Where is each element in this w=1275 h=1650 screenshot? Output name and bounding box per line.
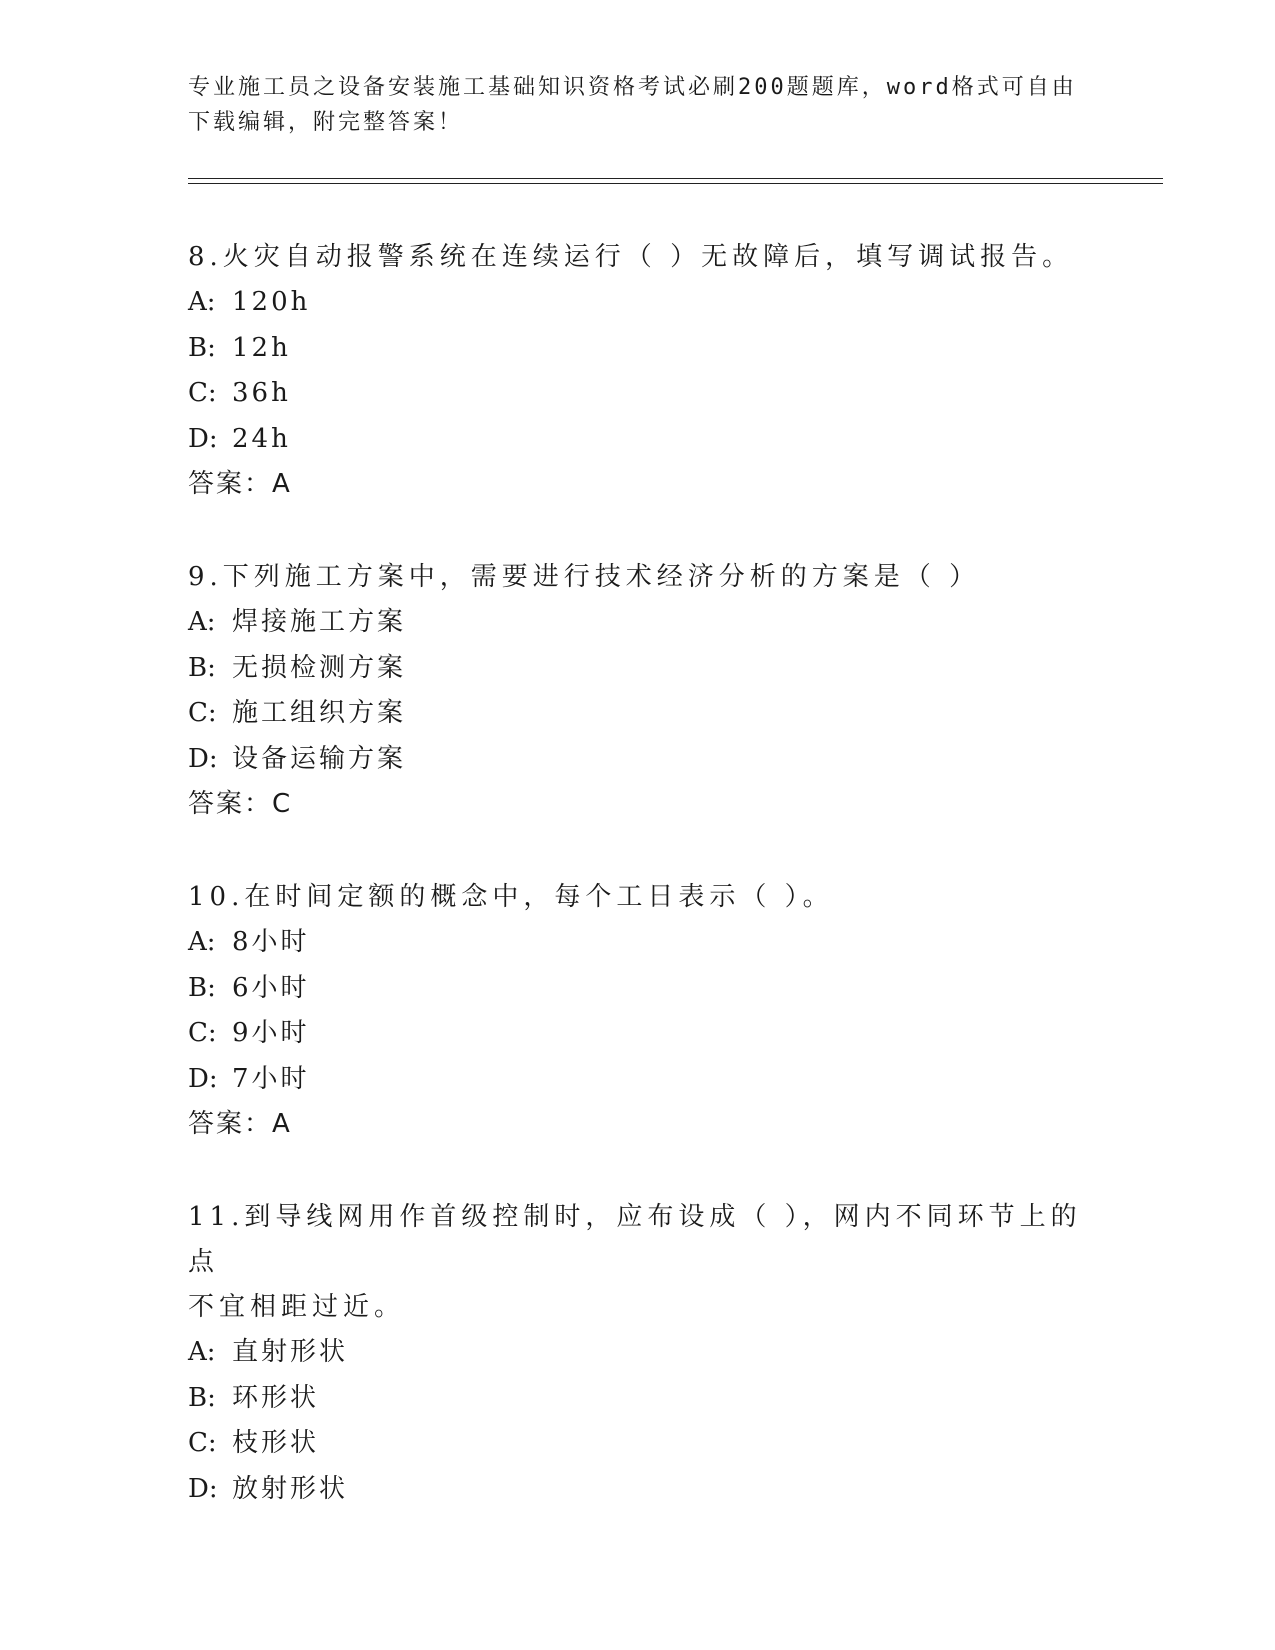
option-text: 24h — [232, 423, 291, 454]
option-a — [188, 920, 1088, 966]
option-letter: C: — [188, 698, 217, 728]
answer-text: 答案：A — [188, 1109, 292, 1139]
option-d — [188, 1467, 1088, 1513]
option-letter: A: — [188, 287, 216, 317]
question-8 — [188, 235, 1088, 507]
option-letter: D: — [188, 1063, 218, 1094]
answer-text: 答案：C — [188, 789, 293, 819]
option-text: 焊接施工方案 — [232, 607, 407, 637]
option-b — [188, 646, 1088, 692]
option-d — [188, 737, 1088, 783]
option-text: 无损检测方案 — [232, 652, 407, 683]
option-c — [188, 1011, 1088, 1057]
question-stem-line-1: 11.到导线网用作首级控制时，应布设成（ ），网内不同环节上的点 — [188, 1202, 1082, 1277]
option-text: 环形状 — [232, 1382, 320, 1413]
option-b — [188, 326, 1088, 372]
option-letter: B: — [188, 652, 216, 683]
option-d — [188, 1057, 1088, 1103]
question-9 — [188, 555, 1088, 827]
option-text: 9小时 — [232, 1018, 310, 1048]
option-text: 直射形状 — [232, 1337, 349, 1367]
option-b — [188, 966, 1088, 1012]
option-text: 施工组织方案 — [232, 698, 407, 728]
question-stem: 10.在时间定额的概念中，每个工日表示（ ）。 — [188, 882, 834, 912]
option-text: 枝形状 — [232, 1428, 320, 1458]
option-text: 6小时 — [232, 972, 310, 1003]
header-line-1: 专业施工员之设备安装施工基础知识资格考试必刷200题题库，word格式可自由 — [188, 75, 1077, 100]
option-c — [188, 371, 1088, 417]
option-d — [188, 417, 1088, 463]
option-a — [188, 600, 1088, 646]
question-stem: 9.下列施工方案中，需要进行技术经济分析的方案是（ ） — [188, 562, 981, 592]
option-letter: D: — [188, 1473, 218, 1504]
header-line-2: 下载编辑，附完整答案！ — [188, 110, 464, 135]
question-11 — [188, 1195, 1088, 1512]
option-letter: B: — [188, 1382, 216, 1413]
option-letter: A: — [188, 1337, 216, 1367]
question-stem: 8.火灾自动报警系统在连续运行（ ）无故障后，填写调试报告。 — [188, 242, 1074, 272]
option-letter: C: — [188, 1018, 217, 1048]
document-header — [188, 70, 1088, 140]
question-stem-line-2: 不宜相距过近。 — [188, 1292, 406, 1322]
header-divider-top — [188, 178, 1163, 179]
question-10 — [188, 875, 1088, 1147]
option-text: 8小时 — [232, 927, 310, 957]
option-a — [188, 1330, 1088, 1376]
option-text: 设备运输方案 — [232, 743, 407, 774]
option-text: 120h — [232, 287, 311, 317]
option-b — [188, 1376, 1088, 1422]
option-letter: B: — [188, 972, 216, 1003]
option-letter: B: — [188, 332, 216, 363]
option-c — [188, 1421, 1088, 1467]
option-c — [188, 691, 1088, 737]
header-divider-bottom — [188, 183, 1163, 184]
option-letter: A: — [188, 607, 216, 637]
option-a — [188, 280, 1088, 326]
option-text: 7小时 — [232, 1063, 310, 1094]
option-letter: C: — [188, 378, 217, 408]
option-letter: A: — [188, 927, 216, 957]
option-letter: D: — [188, 743, 218, 774]
answer-text: 答案：A — [188, 469, 292, 499]
option-letter: D: — [188, 423, 218, 454]
option-text: 12h — [232, 332, 291, 363]
option-text: 放射形状 — [232, 1473, 349, 1504]
option-letter: C: — [188, 1428, 217, 1458]
option-text: 36h — [232, 378, 291, 408]
